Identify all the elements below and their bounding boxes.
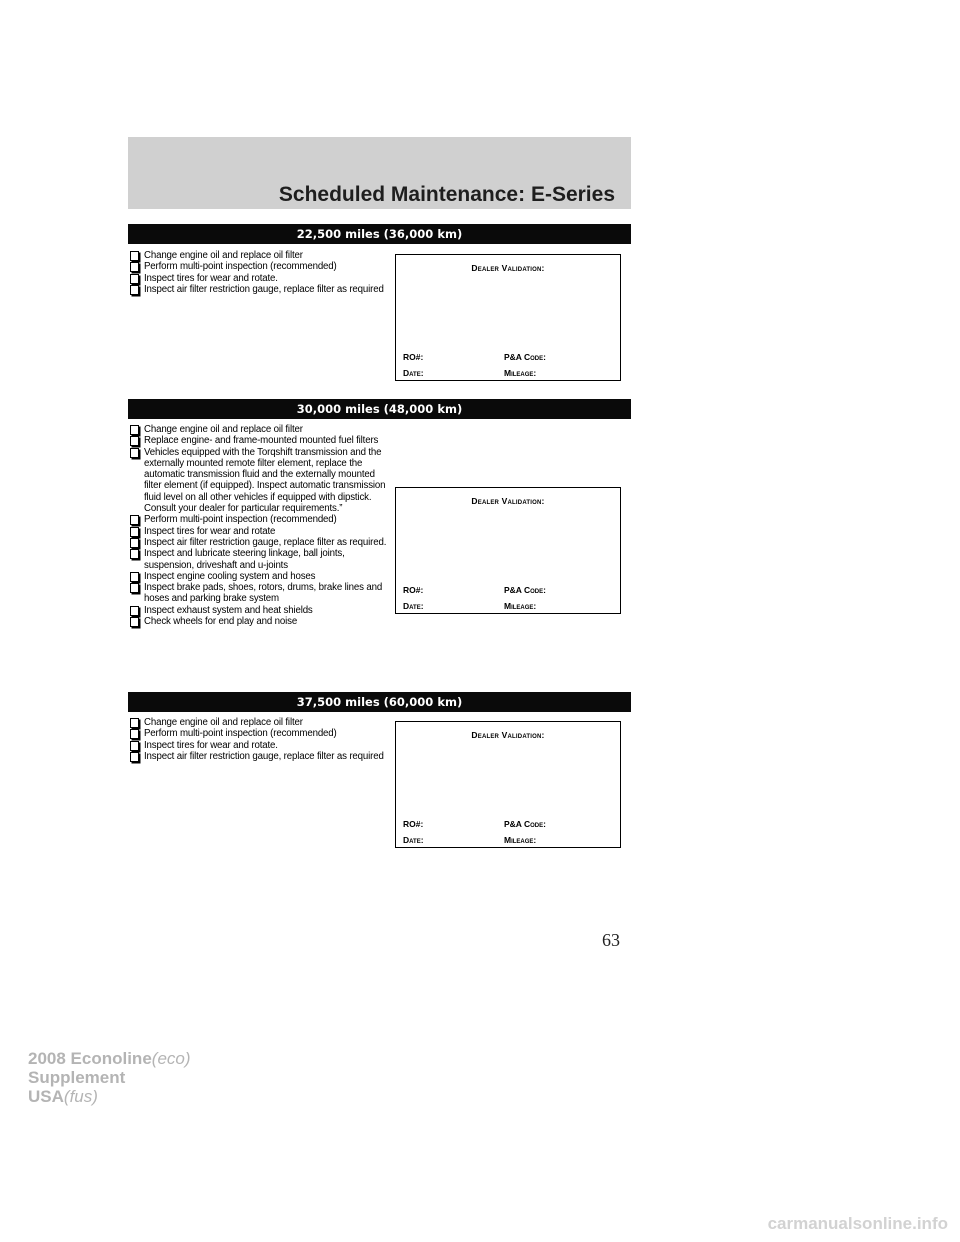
checkbox-icon[interactable] xyxy=(130,285,139,295)
checklist-item-text: Change engine oil and replace oil filter xyxy=(144,424,303,435)
document-footer xyxy=(28,1049,191,1106)
checkbox-icon[interactable] xyxy=(130,262,139,272)
checkbox-icon[interactable] xyxy=(130,752,139,762)
checklist-item-text: Inspect engine cooling system and hoses xyxy=(144,570,316,582)
dealer-validation-box xyxy=(395,721,621,848)
checklist-item-text: Perform multi-point inspection (recommended) xyxy=(144,261,337,273)
checkbox-icon[interactable] xyxy=(130,549,139,559)
footer-model: 2008 Econoline xyxy=(28,1049,152,1068)
checklist-item xyxy=(128,717,388,728)
date-label: Date: xyxy=(403,835,424,845)
footer-line-1 xyxy=(28,1049,191,1068)
checklist-item-text: Inspect air filter restriction gauge, replace filter as required. xyxy=(144,536,387,548)
checklist-item xyxy=(128,571,388,582)
page-number: 63 xyxy=(602,930,620,950)
footer-market-tag: (fus) xyxy=(63,1087,98,1106)
ro-label: RO#: xyxy=(403,819,424,829)
checkbox-icon[interactable] xyxy=(130,274,139,284)
checklist-item xyxy=(128,447,388,515)
page-title: Scheduled Maintenance: E-Series xyxy=(278,183,615,206)
mileage-label: Mileage: xyxy=(504,368,537,378)
checklist-item xyxy=(128,261,388,272)
watermark-text: carmanualsonline.info xyxy=(767,1214,948,1233)
checklist-item-text: Inspect and lubricate steering linkage, ball joints, suspension, driveshaft and u-joints xyxy=(144,548,345,571)
section-heading-30000: 30,000 miles (48,000 km) xyxy=(128,399,631,419)
pa-code-label: P&A Code: xyxy=(504,585,546,595)
checklist-item xyxy=(128,740,388,751)
footer-line-3 xyxy=(28,1087,191,1106)
footer-line-2: Supplement xyxy=(28,1068,126,1087)
header-band xyxy=(128,137,631,209)
checklist-item xyxy=(128,435,388,446)
checkbox-icon[interactable] xyxy=(130,572,139,582)
checklist-item-text: Vehicles equipped with the Torqshift transmission and the externally mounted remote filter element, replace the automatic transmission fluid and the externally mounted filter element (if equipped). Inspect automatic transmission fluid level on all other vehicles if equipped with dipstick. Consult your dealer for particular requirements.” xyxy=(144,446,386,515)
checklist-item-text: Inspect air filter restriction gauge, replace filter as required xyxy=(144,750,384,762)
checkbox-icon[interactable] xyxy=(130,606,139,616)
checklist-item-text: Perform multi-point inspection (recommended) xyxy=(144,728,337,740)
checklist-item-text: Inspect brake pads, shoes, rotors, drums, brake lines and hoses and parking brake system xyxy=(144,582,383,605)
checklist-37500 xyxy=(128,717,388,762)
checkbox-icon[interactable] xyxy=(130,741,139,751)
dealer-validation-box xyxy=(395,487,621,614)
pa-code-label: P&A Code: xyxy=(504,352,546,362)
checklist-item-text: Replace engine- and frame-mounted mounted fuel filters xyxy=(144,435,379,447)
ro-label: RO#: xyxy=(403,585,424,595)
checklist-item xyxy=(128,526,388,537)
checkbox-icon[interactable] xyxy=(130,718,139,728)
checklist-item-text: Check wheels for end play and noise xyxy=(144,616,298,628)
checklist-item xyxy=(128,582,388,605)
checklist-item-text: Perform multi-point inspection (recommended) xyxy=(144,514,337,526)
section-heading-37500: 37,500 miles (60,000 km) xyxy=(128,692,631,712)
checklist-item-text: Change engine oil and replace oil filter xyxy=(144,717,303,728)
mileage-label: Mileage: xyxy=(504,835,537,845)
dealer-validation-title: Dealer Validation: xyxy=(471,263,545,273)
checkbox-icon[interactable] xyxy=(130,527,139,537)
checklist-item-text: Inspect tires for wear and rotate. xyxy=(144,272,278,284)
date-label: Date: xyxy=(403,368,424,378)
checklist-item-text: Inspect tires for wear and rotate xyxy=(144,525,276,537)
footer-market: USA xyxy=(28,1087,64,1106)
ro-label: RO#: xyxy=(403,352,424,362)
checkbox-icon[interactable] xyxy=(130,251,139,261)
pa-code-label: P&A Code: xyxy=(504,819,546,829)
checklist-item xyxy=(128,616,388,627)
checkbox-icon[interactable] xyxy=(130,515,139,525)
checkbox-icon[interactable] xyxy=(130,448,139,458)
checklist-item xyxy=(128,273,388,284)
checklist-item xyxy=(128,284,388,295)
dealer-validation-box xyxy=(395,254,621,381)
checklist-item xyxy=(128,605,388,616)
mileage-label: Mileage: xyxy=(504,601,537,611)
checklist-item xyxy=(128,424,388,435)
checklist-item xyxy=(128,751,388,762)
checkbox-icon[interactable] xyxy=(130,425,139,435)
dealer-validation-title: Dealer Validation: xyxy=(471,730,545,740)
checkbox-icon[interactable] xyxy=(130,436,139,446)
checklist-30000 xyxy=(128,424,388,627)
checklist-22500 xyxy=(128,250,388,295)
checklist-item-text: Inspect tires for wear and rotate. xyxy=(144,739,278,751)
checklist-item xyxy=(128,728,388,739)
checklist-item-text: Change engine oil and replace oil filter xyxy=(144,250,303,261)
checklist-item-text: Inspect exhaust system and heat shields xyxy=(144,604,313,616)
dealer-validation-title: Dealer Validation: xyxy=(471,496,545,506)
checklist-item xyxy=(128,250,388,261)
checkbox-icon[interactable] xyxy=(130,583,139,593)
checklist-item xyxy=(128,548,388,571)
section-heading-22500: 22,500 miles (36,000 km) xyxy=(128,224,631,244)
date-label: Date: xyxy=(403,601,424,611)
checklist-item xyxy=(128,537,388,548)
checkbox-icon[interactable] xyxy=(130,617,139,627)
checklist-item-text: Inspect air filter restriction gauge, replace filter as required xyxy=(144,283,384,295)
checkbox-icon[interactable] xyxy=(130,538,139,548)
footer-model-tag: (eco) xyxy=(151,1049,191,1068)
checklist-item xyxy=(128,514,388,525)
checkbox-icon[interactable] xyxy=(130,729,139,739)
